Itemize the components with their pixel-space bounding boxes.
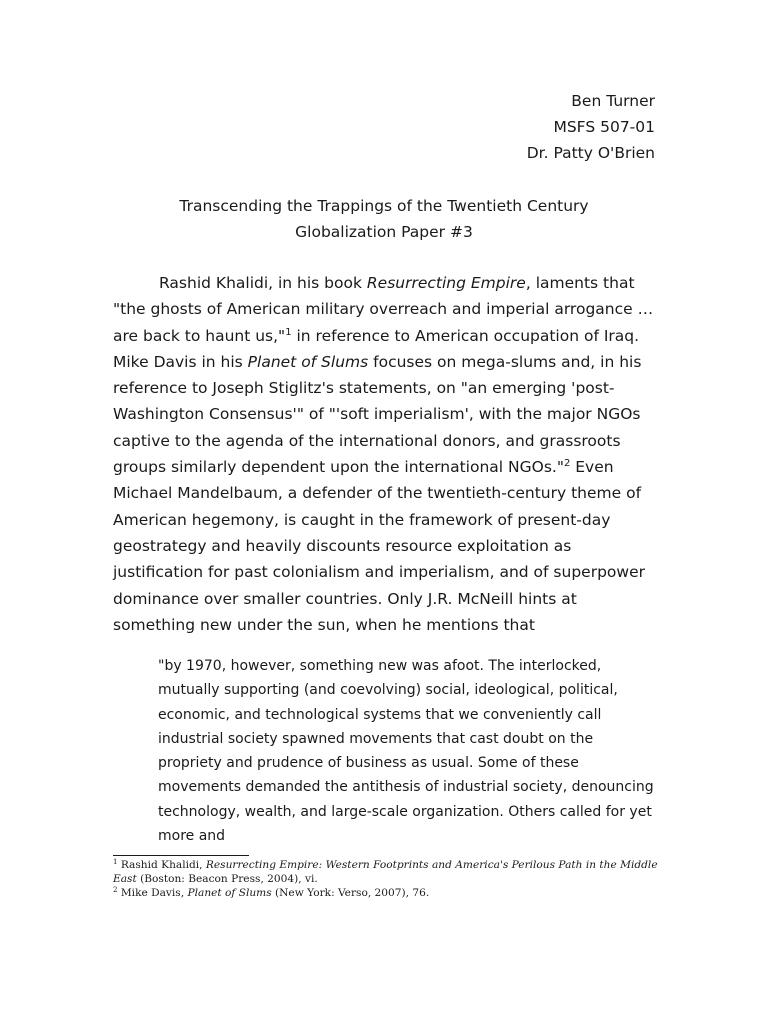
footnote-number: 2	[113, 886, 118, 894]
footnote-number: 1	[113, 858, 118, 866]
footnote-text: (Boston: Beacon Press, 2004), vi.	[136, 873, 318, 885]
paper-header	[527, 88, 655, 166]
block-quote-text: "by 1970, however, something new was afoot. The interlocked, mutually supporting (and coevolving) social, ideological, political, economic, and technological systems that we conveniently call industrial society spawned movements that cast doubt on the propriety and prudence of business as usual. Some of these movements demanded the antithesis of industrial society, denouncing technology, wealth, and large-scale organization. Others called for yet more and	[158, 658, 654, 845]
block-quote	[158, 654, 658, 848]
footnote-separator	[113, 855, 249, 856]
body-text-run: focuses on mega-slums and, in his reference to Joseph Stiglitz's statements, on "an emerging 'post-Washington Consensus'" of "'soft imperialism', with the major NGOs captive to the agenda of the international donors, and grassroots groups similarly dependent upon the international NGOs."	[113, 352, 642, 477]
body-text-run: , laments that "the ghosts of American military overreach and imperial arrogance … are back to haunt us,"	[113, 274, 654, 345]
book-title-resurrecting-empire: Resurrecting Empire	[366, 274, 526, 292]
footnote-text: Rashid Khalidi,	[117, 859, 206, 871]
instructor-name: Dr. Patty O'Brien	[526, 144, 655, 162]
body-text-run: Rashid Khalidi, in his book	[159, 274, 367, 292]
title-line-2: Globalization Paper #3	[295, 223, 473, 241]
title-line-1: Transcending the Trappings of the Twentieth Century	[179, 197, 589, 215]
body-text-run: in reference to American occupation of Iraq. Mike Davis in his	[113, 326, 640, 371]
footnote-book-title: Resurrecting Empire: Western Footprints and America's Perilous Path in the Middle East	[113, 859, 658, 885]
footnote-text: Mike Davis,	[117, 887, 188, 899]
body-paragraph	[113, 270, 658, 638]
course-code: MSFS 507-01	[553, 118, 655, 136]
book-title-planet-of-slums: Planet of Slums	[247, 352, 369, 371]
footnote-text: (New York: Verso, 2007), 76.	[271, 887, 430, 899]
footnote-1	[113, 858, 658, 886]
footnote-ref-2: 2	[563, 458, 571, 470]
footnotes	[113, 858, 658, 900]
footnote-ref-1: 1	[285, 326, 292, 338]
paper-title	[113, 193, 655, 245]
footnote-2	[113, 886, 658, 900]
body-paragraph-container	[113, 270, 658, 638]
body-text-run: Even Michael Mandelbaum, a defender of the twentieth-century theme of American hegemony, is caught in the framework of present-day geostrategy and heavily discounts resource exploitation as justification for past colonialism and imperialism, and of superpower dominance over smaller countries. Only J.R. McNeill hints at something new under the sun, when he mentions that	[113, 458, 645, 634]
author-name: Ben Turner	[571, 92, 655, 110]
footnote-book-title: Planet of Slums	[187, 887, 272, 899]
